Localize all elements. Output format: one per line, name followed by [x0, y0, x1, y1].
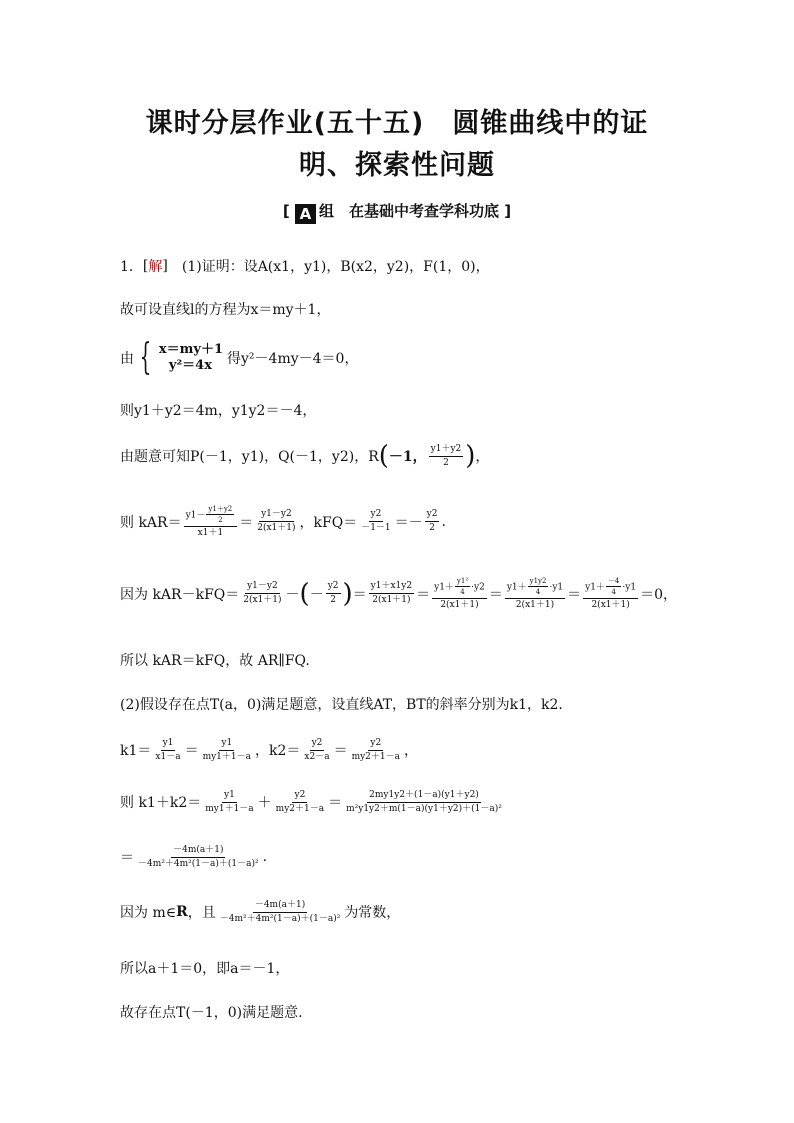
frac-den: －4m²＋4m²(1－a)＋(1－a)²: [138, 858, 259, 869]
frac-den: 4: [535, 588, 541, 597]
frac-den: 4: [611, 588, 616, 597]
frac-den: 2: [429, 523, 435, 534]
solution-line-7: 因为 kAR－kFQ＝ $\frac{y1-y2}{2(x1+1)}$ － ( － $\frac{y2}{2}$ ) ＝ $\frac{y1+x1y2}{2(x1+1)}$ ＝ y1＋ $\frac{\text{y1²}}{4}$ ·y2 2(x1＋1) ＝ y1＋ $\frac{y1y2}{4}$ ·y1 2(x1＋1) ＝ y1＋ $\frac{-4}{4}$ ·y1 2(x1＋1) ＝0，: [120, 577, 677, 610]
solution-line-8: 所以 kAR＝kFQ，故 AR∥FQ.: [120, 653, 310, 669]
solution-line-9: (2)假设存在点T(a，0)满足题意，设直线AT，BT的斜率分别为k1，k2.: [120, 697, 563, 713]
paren-open: (: [378, 441, 389, 471]
nested-fraction: [528, 577, 549, 597]
paren-close: ): [465, 441, 476, 471]
system-eq-1: x＝my＋1: [158, 341, 224, 357]
nested-fraction: [206, 505, 234, 525]
line-text: k1＝: [120, 743, 152, 760]
frac-num: [583, 577, 638, 599]
frac-den: 2: [443, 457, 449, 468]
fraction: [302, 738, 331, 763]
point-r-x: －1，: [388, 449, 427, 465]
solution-line-12: [120, 845, 267, 870]
real-set-symbol: R: [176, 904, 188, 921]
frac-num: y1＋x1y2: [369, 581, 414, 594]
frac-num: －4m(a＋1): [253, 900, 307, 913]
solution-line-3: [120, 337, 359, 378]
solution-line-5: 由题意可知P(－1，y1)，Q(－1，y2)，R ( －1， $\frac{y1+y2}{2}$ ) ，: [120, 441, 490, 471]
frac-den: 2: [330, 595, 336, 606]
group-label: 组 在基础中考查学科功底: [318, 202, 499, 220]
frac-den: my1＋1－a: [205, 803, 254, 814]
group-bracket-close: ]: [504, 202, 512, 220]
frac-den: x2－a: [304, 751, 330, 762]
frac-num: y1: [219, 738, 234, 751]
line-text: ，kFQ＝: [299, 514, 358, 531]
fraction: [218, 900, 343, 925]
line-text: 因为 kAR－kFQ＝: [120, 586, 240, 603]
frac-den: 2(x1＋1): [257, 523, 296, 534]
frac-num: y1＋y2: [206, 505, 234, 515]
paren-open: (: [299, 578, 310, 609]
frac-den: x1－a: [155, 751, 181, 762]
frac-num-text: y1＋: [434, 582, 454, 593]
fraction: [369, 581, 414, 606]
fraction: [274, 790, 326, 815]
line-text: (1)证明：设A(x1，y1)，B(x2，y2)，F(1，0)，: [167, 259, 490, 275]
frac-num: y1: [222, 790, 237, 803]
page-title-line1: 课时分层作业(五十五) 圆锥曲线中的证: [145, 108, 649, 139]
fraction: [359, 509, 392, 534]
group-bracket-open: [: [282, 202, 290, 220]
line-text: 得y²－4my－4＝0，: [227, 351, 359, 367]
frac-den: 4: [460, 588, 465, 597]
frac-num: y2: [425, 509, 440, 522]
line-text: ，且: [187, 905, 216, 922]
frac-den: －4m²＋4m²(1－a)＋(1－a)²: [219, 913, 341, 924]
line-text: 由题意可知P(－1，y1)，Q(－1，y2)，R: [120, 449, 379, 465]
frac-num: y1y2: [528, 577, 549, 587]
solution-line-11: 则 k1＋k2＝ $\frac{y1}{my1+1-a}$ ＋ $\frac{y2}{my2+1-a}$ ＝ $\frac{2my1y2+(1-a)(y1+y2)}{\text{m²y1y2＋m(1－a)(y1＋y2)＋(1－a)²}}$: [120, 790, 502, 814]
frac-den: 2(x1＋1): [591, 599, 630, 610]
solution-line-10: k1＝ $\frac{y1}{x1-a}$ ＝ $\frac{y1}{my1+1-a}$ ，k2＝ $\frac{y2}{x2-a}$ ＝ $\frac{y2}{my2+1-a}$ ，: [120, 738, 418, 762]
solution-line-1: [120, 256, 490, 276]
left-brace: {: [139, 337, 152, 378]
solution-line-6: 则 kAR＝ y1－ $\frac{y1+y2}{2}$ x1＋1 ＝ $\frac{y1-y2}{2(x1+1)}$ ，kFQ＝ $\frac{y2}{-1-1}$ ＝－ $\frac{y2}{2}$ .: [120, 505, 446, 538]
fraction: [326, 581, 341, 606]
frac-num-text: ·y1: [622, 582, 637, 593]
frac-num: [505, 577, 565, 599]
frac-den: －1－1: [361, 523, 391, 534]
solution-bracket-open: [: [142, 258, 149, 274]
fraction: [153, 738, 182, 763]
system-eq-2: y²＝4x: [168, 358, 212, 373]
solution-line-14: 所以a＋1＝0，即a＝－1，: [120, 961, 290, 977]
frac-num: y1²: [455, 577, 470, 587]
solution-line-15: 故存在点T(－1，0)满足题意.: [120, 1005, 303, 1021]
solution-line-2: 故可设直线l的方程为x＝my＋1，: [120, 302, 331, 318]
frac-num: －4m(a＋1): [171, 845, 225, 858]
fraction: [583, 577, 638, 611]
nested-fraction: [455, 577, 470, 597]
fraction: [136, 845, 261, 870]
line-text: 则 k1＋k2＝: [120, 795, 202, 812]
frac-num: y1: [161, 738, 176, 751]
fraction: [432, 577, 487, 611]
frac-num: y2: [369, 509, 384, 522]
group-heading: [0, 200, 794, 224]
line-text: 由: [120, 351, 134, 367]
frac-den: my2＋1－a: [275, 803, 325, 814]
frac-num: y1－y2: [245, 581, 280, 594]
paren-close: ): [342, 578, 353, 609]
nested-fraction: [606, 577, 621, 597]
frac-den: 2(x1＋1): [243, 595, 282, 606]
frac-num: y1－y2: [259, 509, 294, 522]
solution-bracket-close: ]: [162, 258, 168, 274]
frac-num-text: y1－: [185, 510, 206, 521]
line-text: 为常数，: [344, 905, 401, 922]
frac-num-text: y1＋: [585, 582, 605, 593]
line-text: ＝0，: [640, 586, 677, 603]
solution-line-4: 则y1＋y2＝4m，y1y2＝－4，: [120, 403, 317, 419]
fraction: [255, 509, 297, 534]
line-text: .: [441, 513, 446, 530]
frac-num: y2: [310, 738, 325, 751]
frac-den: my1＋1－a: [202, 751, 251, 762]
line-text: .: [262, 849, 268, 866]
frac-num: [184, 505, 238, 527]
frac-den: 2(x1＋1): [440, 599, 479, 610]
line-text: 因为 m∈: [120, 905, 177, 922]
fraction: [241, 581, 283, 606]
frac-num: 2my1y2＋(1－a)(y1＋y2): [367, 790, 481, 803]
fraction: [350, 738, 402, 763]
problem-number: 1．: [120, 259, 143, 275]
fraction: [425, 509, 440, 534]
frac-den: x1＋1: [197, 527, 224, 538]
frac-num: y2: [326, 581, 341, 594]
fraction: [203, 790, 255, 815]
frac-num: y2: [368, 738, 383, 751]
frac-den: 2: [218, 516, 223, 525]
frac-den: my2＋1－a: [351, 751, 400, 762]
line-text: ＝: [120, 850, 134, 867]
fraction: [201, 738, 253, 763]
equation-system: [159, 342, 223, 375]
fraction: [505, 577, 565, 611]
line-text: 则 kAR＝: [120, 514, 182, 531]
frac-den: 2(x1＋1): [372, 595, 411, 606]
frac-num: [432, 577, 487, 599]
frac-num: －4: [606, 577, 621, 587]
frac-num: y1＋y2: [429, 444, 464, 457]
page-title-line2: 明、探索性问题: [299, 150, 495, 181]
frac-num: y2: [292, 790, 307, 803]
fraction: [344, 790, 504, 815]
group-badge: A: [295, 204, 316, 224]
frac-den: 2(x1＋1): [515, 599, 555, 610]
line-text: ，: [404, 743, 418, 760]
frac-num-text: ·y2: [471, 582, 485, 593]
solution-marker: 解: [148, 259, 163, 275]
fraction: [429, 444, 464, 469]
frac-num-text: y1＋: [506, 582, 527, 593]
solution-line-13: [120, 900, 400, 925]
frac-den: m²y1y2＋m(1－a)(y1＋y2)＋(1－a)²: [346, 803, 502, 814]
frac-num-text: ·y1: [549, 582, 564, 593]
line-text: ，k2＝: [255, 743, 301, 760]
fraction: [184, 505, 238, 539]
